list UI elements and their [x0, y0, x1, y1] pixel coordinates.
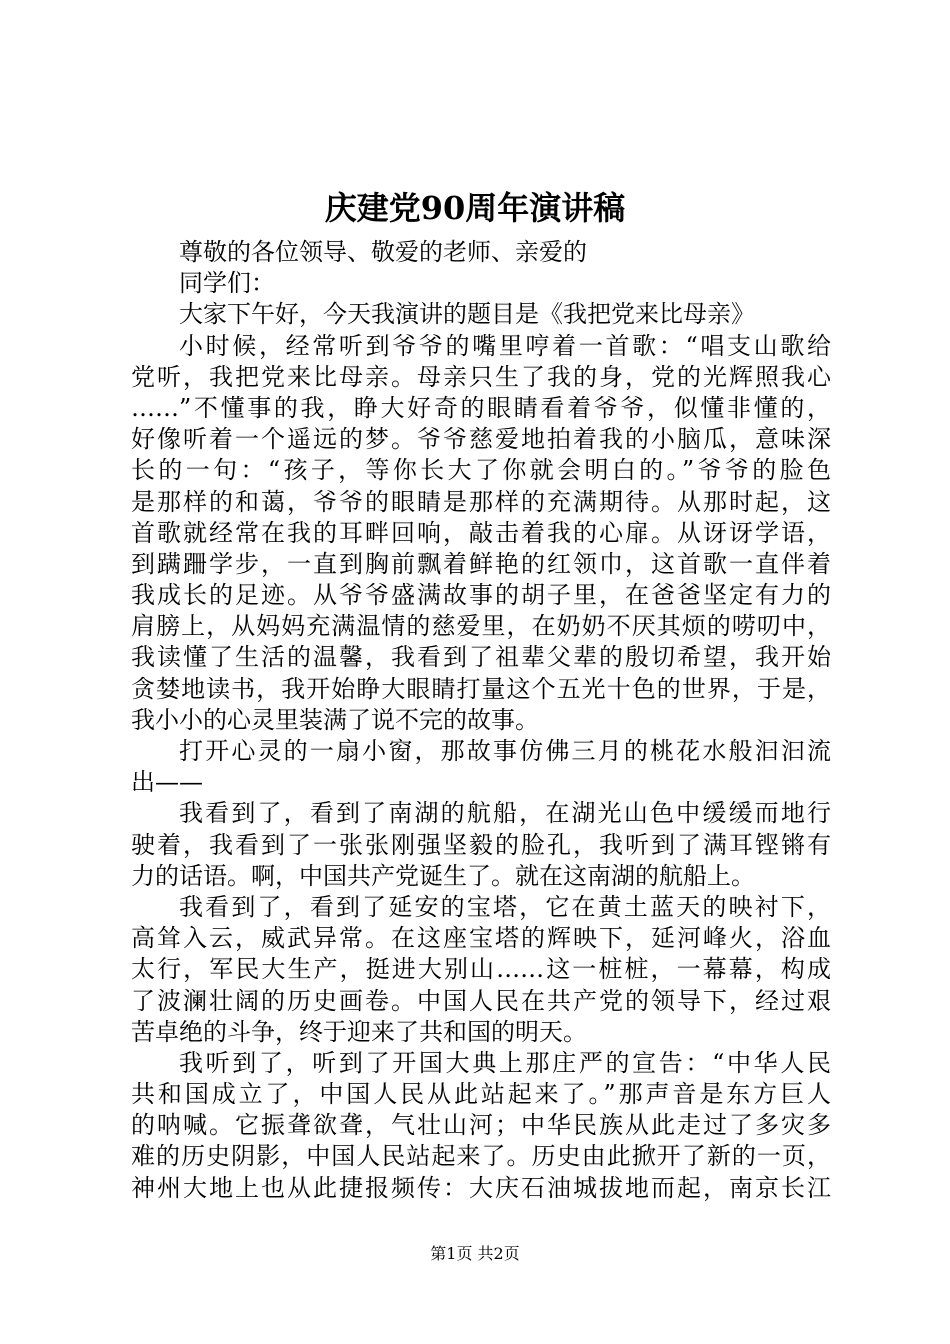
text-line: 共和国成立了，中国人民从此站起来了。”那声音是东方巨人 — [131, 1080, 831, 1109]
text-line: 我小小的心灵里装满了说不完的故事。 — [131, 705, 539, 734]
text-line: 肩膀上，从妈妈充满温情的慈爱里，在奶奶不厌其烦的唠叨中， — [131, 612, 831, 641]
page-footer: 第1页 共2页 — [430, 1244, 520, 1263]
text-line: 高耸入云，威武异常。在这座宝塔的辉映下，延河峰火，浴血 — [131, 924, 831, 953]
text-line: 我读懂了生活的温馨，我看到了祖辈父辈的殷切希望，我开始 — [131, 643, 831, 672]
text-line: 党听，我把党来比母亲。母亲只生了我的身，党的光辉照我心 — [131, 362, 831, 391]
text-line: ……”不懂事的我，睁大好奇的眼睛看着爷爷，似懂非懂的， — [131, 393, 831, 422]
text-line: 出—— — [131, 768, 203, 797]
text-line: 苦卓绝的斗争，终于迎来了共和国的明天。 — [131, 1017, 587, 1046]
text-line: 小时候，经常听到爷爷的嘴里哼着一首歌：“唱支山歌给 — [179, 331, 831, 360]
text-line: 同学们： — [179, 269, 275, 298]
text-line: 的呐喊。它振聋欲聋，气壮山河；中华民族从此走过了多灾多 — [131, 1111, 831, 1140]
text-line: 打开心灵的一扇小窗，那故事仿佛三月的桃花水般汩汩流 — [179, 737, 831, 765]
text-line: 太行，军民大生产，挺进大别山……这一桩桩，一幕幕，构成 — [131, 955, 831, 984]
text-line: 力的话语。啊，中国共产党诞生了。就在这南湖的航船上。 — [131, 861, 755, 890]
text-line: 长的一句：“孩子，等你长大了你就会明白的。”爷爷的脸色 — [131, 456, 831, 485]
document-body — [131, 237, 831, 1204]
text-line: 我看到了，看到了南湖的航船，在湖光山色中缓缓而地行 — [179, 799, 831, 828]
text-line: 我成长的足迹。从爷爷盛满故事的胡子里，在爸爸坚定有力的 — [131, 581, 831, 610]
text-line: 神州大地上也从此捷报频传：大庆石油城拔地而起，南京长江 — [131, 1173, 831, 1202]
text-line: 尊敬的各位领导、敬爱的老师、亲爱的 — [179, 238, 587, 266]
text-line: 首歌就经常在我的耳畔回响，敲击着我的心扉。从讶讶学语， — [131, 518, 831, 547]
document-title: 庆建党90周年演讲稿 — [324, 189, 626, 227]
text-line: 大家下午好，今天我演讲的题目是《我把党来比母亲》 — [179, 300, 755, 329]
text-line: 好像听着一个遥远的梦。爷爷慈爱地拍着我的小脑瓜，意味深 — [131, 425, 831, 454]
text-line: 我看到了，看到了延安的宝塔，它在黄土蓝天的映衬下， — [179, 892, 831, 921]
text-line: 是那样的和蔼，爷爷的眼睛是那样的充满期待。从那时起，这 — [131, 487, 831, 516]
text-line: 了波澜壮阔的历史画卷。中国人民在共产党的领导下，经过艰 — [131, 986, 831, 1015]
text-line: 贪婪地读书，我开始睁大眼睛打量这个五光十色的世界，于是， — [131, 674, 831, 703]
text-line: 难的历史阴影，中国人民站起来了。历史由此掀开了新的一页， — [131, 1142, 831, 1171]
text-line: 驶着，我看到了一张张刚强坚毅的脸孔，我听到了满耳铿锵有 — [131, 830, 831, 859]
text-line: 我听到了，听到了开国大典上那庄严的宣告：“中华人民 — [179, 1048, 831, 1077]
text-line: 到蹒跚学步，一直到胸前飘着鲜艳的红领巾，这首歌一直伴着 — [131, 549, 831, 578]
